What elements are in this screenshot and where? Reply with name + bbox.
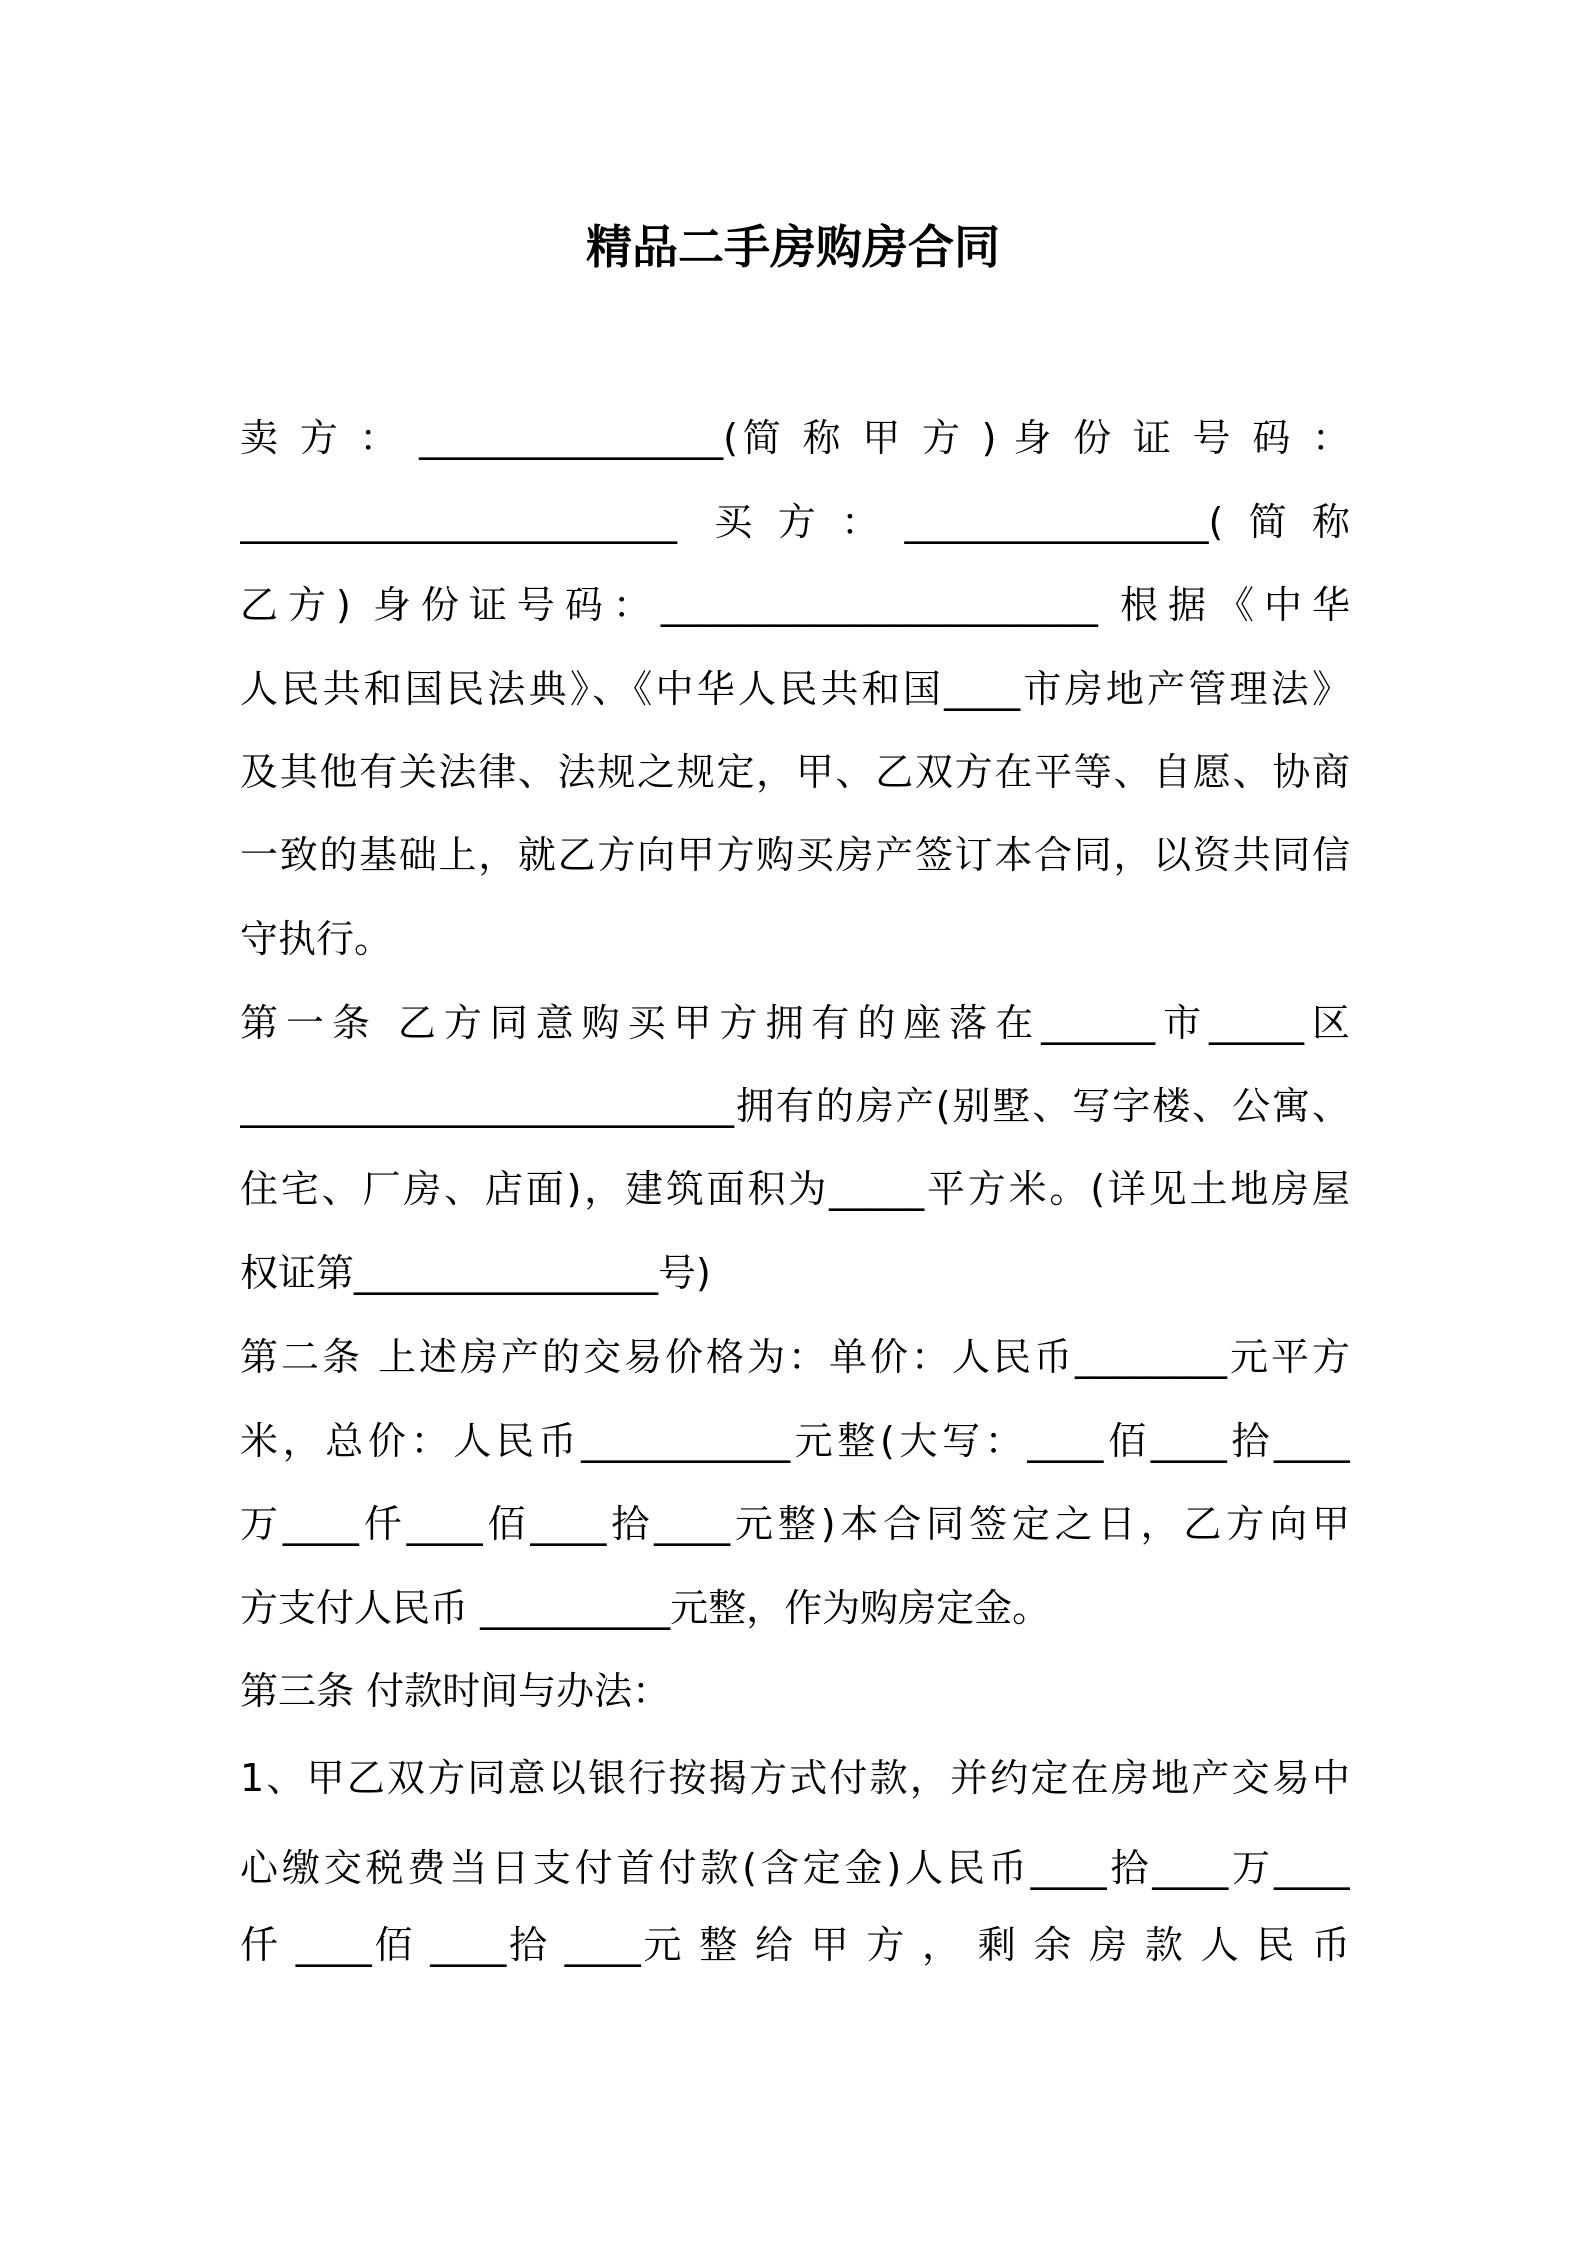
text-line: 心缴交税费当日支付首付款(含定金)人民币____拾____万____ <box>240 1846 1350 1890</box>
text-line: 乙方) 身份证号码：_______________________ 根据《中华 <box>240 583 1350 627</box>
text-line: 权证第________________号) <box>240 1251 711 1295</box>
article-1-heading-line: 第一条 乙方同意购买甲方拥有的座落在______市_____区 <box>240 1001 1350 1045</box>
text-line: 人民共和国民法典》、《中华人民共和国____市房地产管理法》 <box>240 667 1350 711</box>
text-line: 仟 ____佰 ____拾 ____元 整 给 甲 方 ， 剩 余 房 款 人 民 币 <box>240 1923 1350 1967</box>
text-line: 米，总价：人民币___________元整(大写：____佰____拾____ <box>240 1419 1350 1463</box>
article-3-heading-line: 第三条 付款时间与办法： <box>240 1669 671 1713</box>
text-line: 住宅、厂房、店面)，建筑面积为_____平方米。(详见土地房屋 <box>240 1167 1350 1211</box>
text-line: 守执行。 <box>240 917 393 961</box>
text-line: 万____仟____佰____拾____元整)本合同签定之日，乙方向甲 <box>240 1502 1350 1546</box>
text-line: __________________________拥有的房产(别墅、写字楼、公寓、 <box>240 1084 1350 1128</box>
text-line: 及其他有关法律、法规之规定，甲、乙双方在平等、自愿、协商 <box>240 750 1350 794</box>
text-line: 卖 方 ： ________________(简 称 甲 方 ) 身 份 证 号 码 ： <box>240 416 1350 460</box>
text-line: _______________________ 买方：________________(简称 <box>240 500 1350 544</box>
article-2-heading-line: 第二条 上述房产的交易价格为：单价：人民币________元平方 <box>240 1335 1350 1379</box>
document-title: 精品二手房购房合同 <box>586 220 1000 274</box>
text-line: 1、甲乙双方同意以银行按揭方式付款，并约定在房地产交易中 <box>240 1756 1350 1800</box>
text-line: 一致的基础上，就乙方向甲方购买房产签订本合同，以资共同信 <box>240 833 1350 877</box>
text-line: 方支付人民币 __________元整，作为购房定金。 <box>240 1586 1051 1630</box>
